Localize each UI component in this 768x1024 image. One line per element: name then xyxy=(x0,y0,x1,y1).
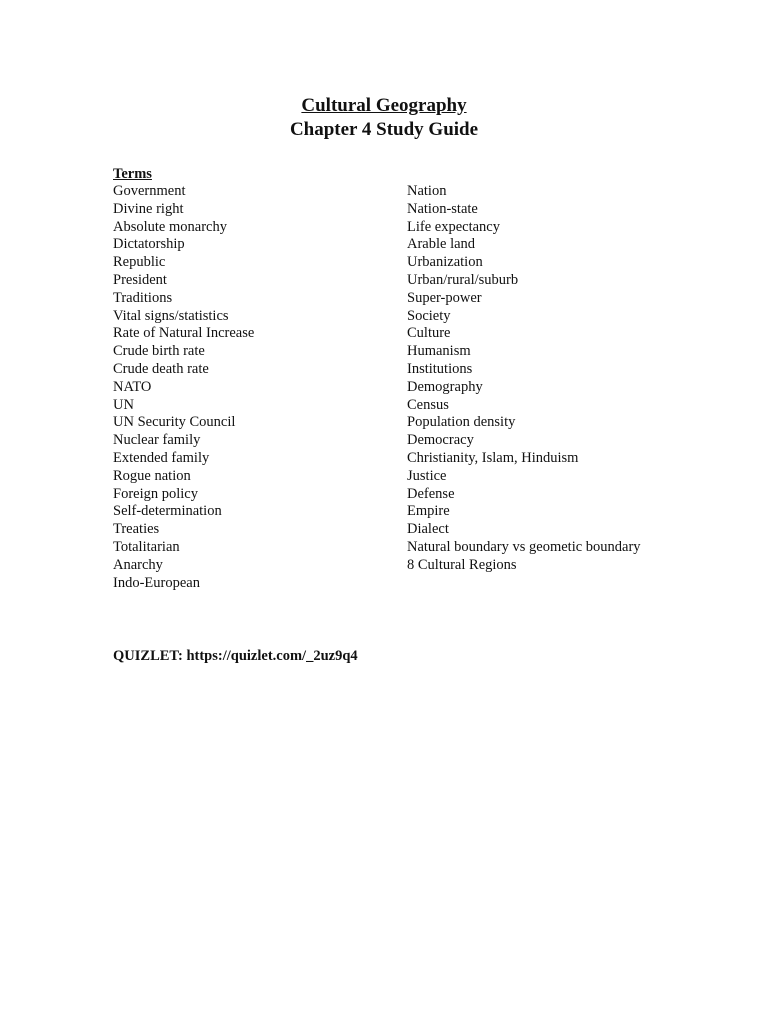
document-subtitle: Chapter 4 Study Guide xyxy=(289,119,479,140)
term-item: Nation-state xyxy=(407,200,478,217)
terms-list-left xyxy=(113,183,254,592)
term-item: Rogue nation xyxy=(113,467,191,484)
term-item: Urbanization xyxy=(407,254,483,271)
term-item: Anarchy xyxy=(113,556,163,573)
term-item: Population density xyxy=(407,414,516,431)
term-item: Culture xyxy=(407,325,451,342)
term-item: UN Security Council xyxy=(113,414,236,431)
term-item: Nuclear family xyxy=(113,432,201,449)
term-item: Crude birth rate xyxy=(113,343,205,360)
term-item: Totalitarian xyxy=(113,538,180,555)
term-item: Rate of Natural Increase xyxy=(113,325,255,342)
term-item: Absolute monarchy xyxy=(113,218,227,235)
term-item: Vital signs/statistics xyxy=(113,307,229,324)
term-item: Census xyxy=(407,396,449,413)
term-item: Justice xyxy=(407,467,447,484)
term-item: Foreign policy xyxy=(113,485,198,502)
term-item: Urban/rural/suburb xyxy=(407,271,519,288)
term-item: Indo-European xyxy=(113,574,200,591)
term-item: Life expectancy xyxy=(407,218,500,235)
term-item: Empire xyxy=(407,503,450,520)
term-item: Government xyxy=(113,183,186,199)
term-item: Dictatorship xyxy=(113,236,185,253)
terms-heading: Terms xyxy=(113,166,152,182)
term-item: Divine right xyxy=(113,200,184,217)
term-item: Extended family xyxy=(113,449,210,466)
term-item: Natural boundary vs geometic boundary xyxy=(407,538,641,555)
term-item: Institutions xyxy=(407,360,473,377)
term-item: Crude death rate xyxy=(113,360,209,377)
term-item: Society xyxy=(407,307,451,324)
term-item: Arable land xyxy=(407,236,476,253)
term-item: NATO xyxy=(113,378,152,395)
term-item: Demography xyxy=(407,378,483,395)
term-item: Super-power xyxy=(407,289,482,306)
term-item: UN xyxy=(113,396,134,413)
term-item: Nation xyxy=(407,183,447,199)
term-item: Republic xyxy=(113,254,166,271)
term-item: Self-determination xyxy=(113,503,222,520)
document-title: Cultural Geography xyxy=(301,95,467,116)
term-item: Dialect xyxy=(407,521,449,538)
term-item: Democracy xyxy=(407,432,474,449)
quizlet-link[interactable]: QUIZLET: https://quizlet.com/_2uz9q4 xyxy=(113,648,358,664)
term-item: President xyxy=(113,271,167,288)
terms-list-right xyxy=(407,183,641,575)
term-item: Treaties xyxy=(113,521,160,538)
term-item: Defense xyxy=(407,485,455,502)
term-item: Christianity, Islam, Hinduism xyxy=(407,449,579,466)
term-item: 8 Cultural Regions xyxy=(407,556,517,573)
term-item: Humanism xyxy=(407,343,471,360)
term-item: Traditions xyxy=(113,289,173,306)
